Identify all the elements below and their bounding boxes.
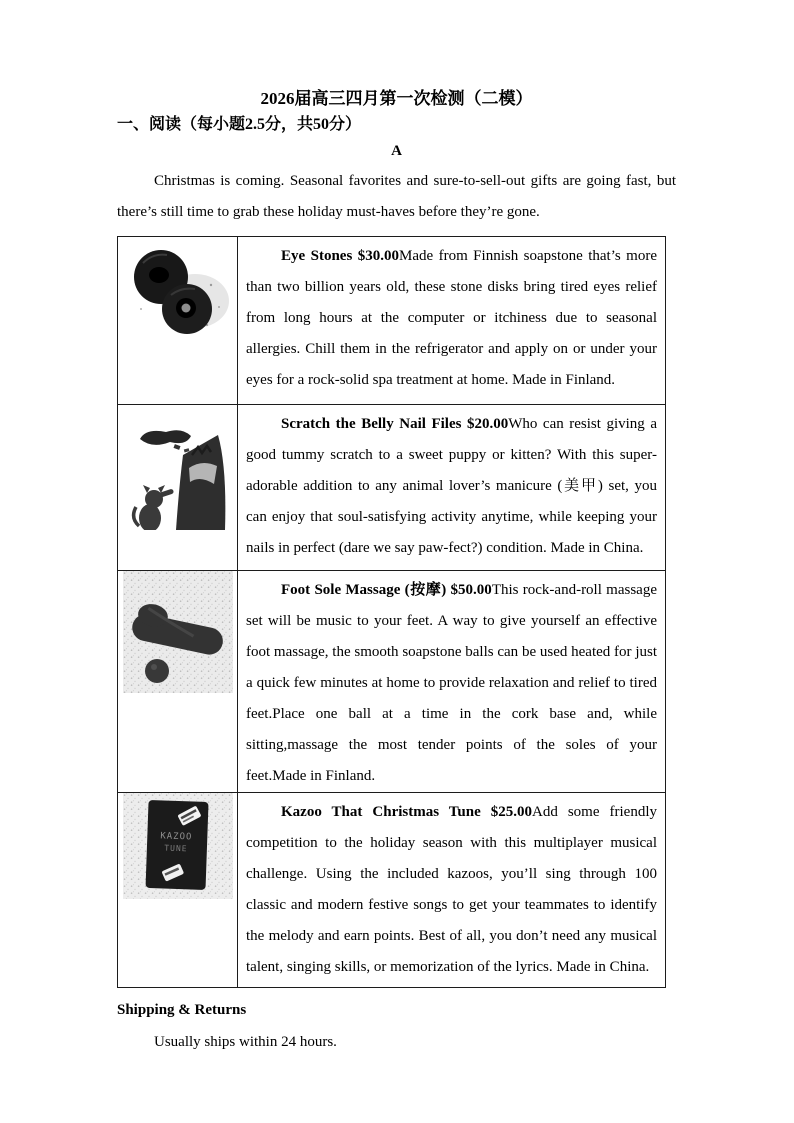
product-description: Foot Sole Massage (按摩) $50.00This rock-and-roll massage set will be music to your feet. A way to give yourself an effective foot massage, the smooth soapstone balls can be used heated for just a quick few minutes at home to provide relaxation and relief to tired feet.Place one ball at a time in the cork base and, while sitting,massage the most tender points of the soles of your feet.Made in Finland. xyxy=(246,582,657,784)
products-table xyxy=(117,236,666,988)
section-heading: 一、阅读（每小题2.5分，共50分） xyxy=(117,116,362,133)
product-description: Kazoo That Christmas Tune $25.00Add some friendly competition to the holiday season with this multiplayer musical challenge. Using the included kazoos, you’ll sing through 100 classic and modern festive songs to get your teammates to identify the melody and earn points. Best of all, you don’t need any musical talent, singing skills, or memorization of the lyrics. Made in China. xyxy=(246,804,657,975)
document-title: 2026届高三四月第一次检测（二模） xyxy=(260,89,533,108)
product-title: Scratch the Belly Nail Files $20.00 xyxy=(281,416,509,432)
product-title: Foot Sole Massage (按摩) $50.00 xyxy=(281,582,492,598)
product-description: Scratch the Belly Nail Files $20.00Who can resist giving a good tummy scratch to a sweet puppy or kitten? With this super-adorable addition to any animal lover’s manicure (美甲) set, you can enjoy that soul-satisfying activity anytime, while keeping your nails in perfect (dare we say paw-fect?) condition. Made in China. xyxy=(246,416,657,556)
foot-massage-photo xyxy=(123,571,233,693)
product-title: Eye Stones $30.00 xyxy=(281,248,399,264)
product-image-cell xyxy=(118,571,238,793)
table-row-foot-massage xyxy=(118,571,666,793)
kazoo-box-subtitle-text: TUNE xyxy=(163,843,188,854)
kazoo-box-title-text: KAZOO xyxy=(159,831,193,843)
product-image-cell xyxy=(118,405,238,571)
product-text-cell xyxy=(238,405,666,571)
product-text-cell xyxy=(238,571,666,793)
shipping-returns-heading: Shipping & Returns xyxy=(117,1002,247,1018)
product-description: Eye Stones $30.00Made from Finnish soapstone that’s more than two billion years old, these stone disks bring tired eyes relief from long hours at the computer or itchiness due to seasonal allergies. Chill them in the refrigerator and apply on or under your eyes for a rock-solid spa treatment at home. Made in Finland. xyxy=(246,248,657,388)
product-image-cell xyxy=(118,237,238,405)
product-text-cell xyxy=(238,793,666,988)
table-row-kazoo xyxy=(118,793,666,988)
shipping-returns-text: Usually ships within 24 hours. xyxy=(154,1034,337,1050)
nail-files-photo xyxy=(128,405,228,530)
passage-label: A xyxy=(391,143,402,159)
eye-stones-photo xyxy=(123,237,233,349)
kazoo-photo xyxy=(123,793,233,899)
product-image-cell xyxy=(118,793,238,988)
product-text-cell xyxy=(238,237,666,405)
table-row-nail-files xyxy=(118,405,666,571)
table-row-eye-stones xyxy=(118,237,666,405)
intro-paragraph: Christmas is coming. Seasonal favorites and sure-to-sell-out gifts are going fast, but there’s still time to grab these holiday must-haves before they’re gone. xyxy=(117,173,676,220)
product-title: Kazoo That Christmas Tune $25.00 xyxy=(281,804,533,820)
